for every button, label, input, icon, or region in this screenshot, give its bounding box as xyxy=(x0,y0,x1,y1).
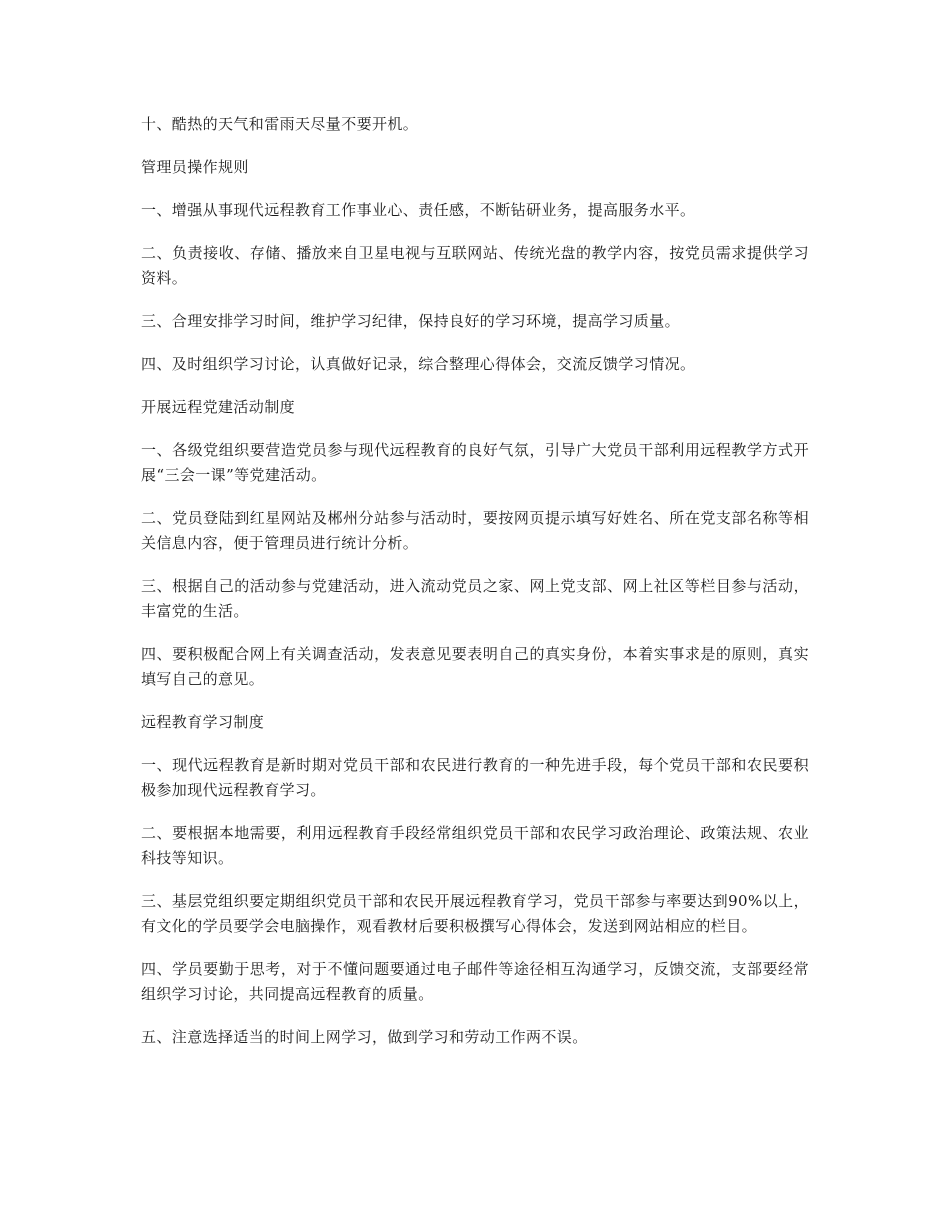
paragraph-activity-2: 二、党员登陆到红星网站及郴州分站参与活动时，要按网页提示填写好姓名、所在党支部名称等相关信息内容，便于管理员进行统计分析。 xyxy=(141,509,809,552)
paragraph-admin-4: 四、及时组织学习讨论，认真做好记录，综合整理心得体会，交流反馈学习情况。 xyxy=(141,355,696,373)
paragraph-study-5: 五、注意选择适当的时间上网学习，做到学习和劳动工作两不误。 xyxy=(141,1028,588,1046)
paragraph-admin-2: 二、负责接收、存储、播放来自卫星电视与互联网站、传统光盘的教学内容，按党员需求提供学习资料。 xyxy=(141,244,809,287)
section-heading-admin-rules: 管理员操作规则 xyxy=(141,158,249,176)
paragraph-study-4: 四、学员要勤于思考，对于不懂问题要通过电子邮件等途径相互沟通学习，反馈交流，支部要经常组织学习讨论，共同提高远程教育的质量。 xyxy=(141,960,809,1003)
paragraph-study-3: 三、基层党组织要定期组织党员干部和农民开展远程教育学习，党员干部参与率要达到90%以上，有文化的学员要学会电脑操作，观看教材后要积极撰写心得体会，发送到网站相应的栏目。 xyxy=(141,892,809,935)
document-page xyxy=(141,112,809,1068)
paragraph-activity-1: 一、各级党组织要营造党员参与现代远程教育的良好气氛，引导广大党员干部利用远程教学方式开展“三会一课”等党建活动。 xyxy=(141,441,809,484)
paragraph-activity-3: 三、根据自己的活动参与党建活动，进入流动党员之家、网上党支部、网上社区等栏目参与活动，丰富党的生活。 xyxy=(141,577,809,620)
paragraph-activity-4: 四、要积极配合网上有关调查活动，发表意见要表明自己的真实身份，本着实事求是的原则，真实填写自己的意见。 xyxy=(141,645,809,688)
section-heading-study-rules: 远程教育学习制度 xyxy=(141,713,265,731)
paragraph-study-2: 二、要根据本地需要，利用远程教育手段经常组织党员干部和农民学习政治理论、政策法规、农业科技等知识。 xyxy=(141,824,809,867)
paragraph-study-1: 一、现代远程教育是新时期对党员干部和农民进行教育的一种先进手段，每个党员干部和农民要积极参加现代远程教育学习。 xyxy=(141,756,809,799)
paragraph-item-10: 十、酷热的天气和雷雨天尽量不要开机。 xyxy=(141,115,419,133)
section-heading-party-activity: 开展远程党建活动制度 xyxy=(141,398,296,416)
paragraph-admin-1: 一、增强从事现代远程教育工作事业心、责任感，不断钻研业务，提高服务水平。 xyxy=(141,201,696,219)
paragraph-admin-3: 三、合理安排学习时间，维护学习纪律，保持良好的学习环境，提高学习质量。 xyxy=(141,312,681,330)
